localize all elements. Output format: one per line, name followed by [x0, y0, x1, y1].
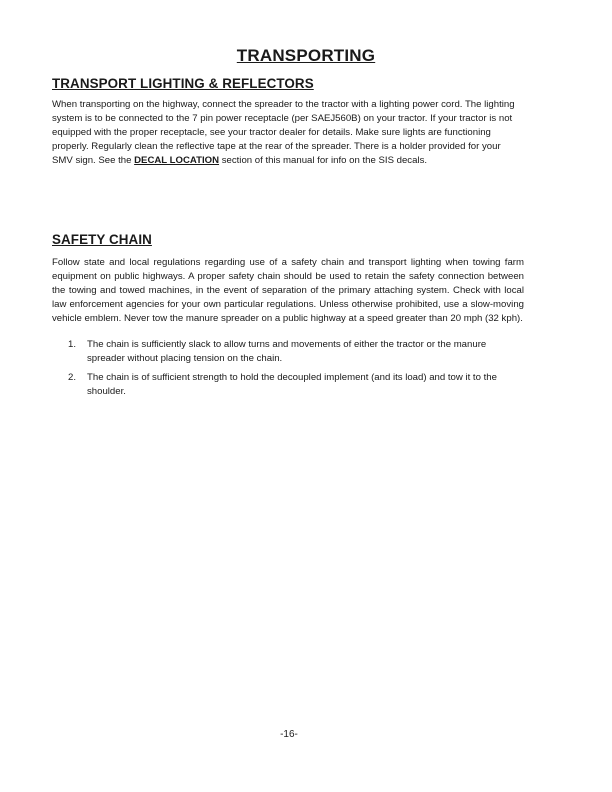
- transport-lighting-text: When transporting on the highway, connect the spreader to the tractor with a lighting power cord. The lighting system is to be connected to the 7 pin power receptacle (per SAEJ560B) on your tractor. If your tractor is not equipped with the proper receptacle, see your tractor dealer for details. Make sure lights are functioning properly. Regularly clean the reflective tape at the rear of the spreader. There is a holder provided for your SMV sign. See the: [52, 99, 515, 166]
- page-number: -16-: [280, 729, 298, 740]
- list-item: [68, 371, 524, 399]
- section-heading-safety-chain: SAFETY CHAIN: [52, 232, 152, 247]
- list-item-number: 1.: [68, 339, 77, 350]
- list-item-text: The chain is of sufficient strength to hold the decoupled implement (and its load) and tow it to the shoulder.: [87, 372, 497, 397]
- list-item: [68, 338, 524, 366]
- list-item-text: The chain is sufficiently slack to allow turns and movements of either the tractor or the manure spreader without placing tension on the chain.: [87, 339, 487, 364]
- list-item-number: 2.: [68, 372, 77, 383]
- section-heading-transport-lighting: TRANSPORT LIGHTING & REFLECTORS: [52, 76, 314, 91]
- transport-lighting-paragraph: [52, 98, 524, 168]
- safety-chain-list: [68, 338, 524, 404]
- page-title: TRANSPORTING: [236, 46, 376, 65]
- transport-lighting-text-end: section of this manual for info on the SIS decals.: [219, 155, 428, 166]
- safety-chain-paragraph: Follow state and local regulations regarding use of a safety chain and transport lighting when towing farm equipment on public highways. A proper safety chain should be used to retain the safety connection between the towing and towed machines, in the event of separation of the primary attaching system. Check with local law enforcement agencies for your own particular regulations. Unless otherwise prohibited, use a slow-moving vehicle emblem. Never tow the manure spreader on a public highway at a speed greater than 20 mph (32 kph).: [52, 257, 524, 324]
- decal-location-link[interactable]: DECAL LOCATION: [134, 155, 220, 166]
